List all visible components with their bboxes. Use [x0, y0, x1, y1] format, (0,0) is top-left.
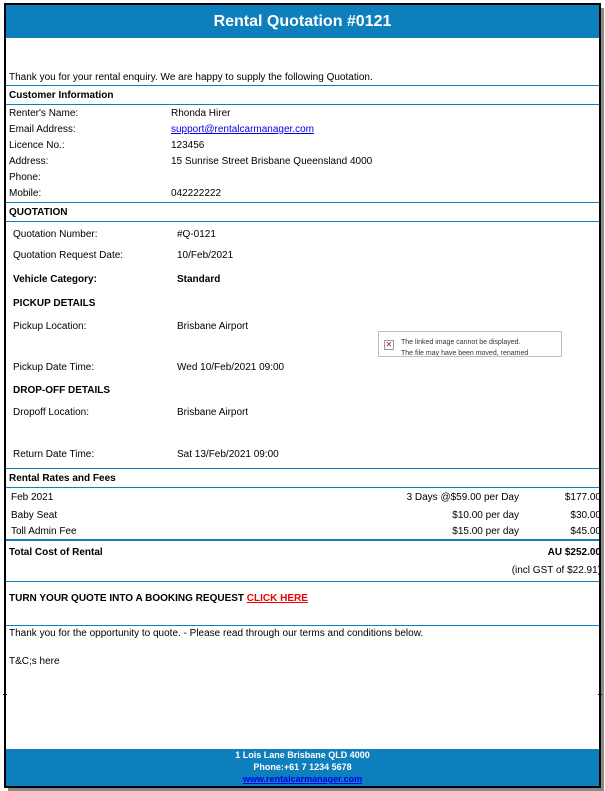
- cta-text: [9, 593, 308, 604]
- dropoff-details-heading: DROP-OFF DETAILS: [13, 385, 111, 396]
- divider: [6, 625, 599, 626]
- divider: [6, 581, 599, 582]
- rate-item-rate: $15.00 per day: [452, 526, 519, 537]
- document-page: [4, 3, 601, 788]
- quotation-number-value: #Q-0121: [177, 229, 216, 240]
- dropoff-location-value: Brisbane Airport: [177, 407, 249, 418]
- broken-image-text: The file may have been moved, renamed: [401, 350, 529, 357]
- closing-text: Thank you for the opportunity to quote. - Please read through our terms and conditions below.: [9, 628, 424, 639]
- total-value: AU $252.00: [547, 547, 601, 558]
- customer-heading: Customer Information: [9, 90, 114, 101]
- pickup-datetime-value: Wed 10/Feb/2021 09:00: [177, 362, 285, 373]
- broken-image-text: The linked image cannot be displayed.: [401, 339, 521, 346]
- renter-name-value: Rhonda Hirer: [171, 108, 231, 119]
- pickup-datetime-label: Pickup Date Time:: [13, 362, 95, 373]
- return-datetime-value: Sat 13/Feb/2021 09:00: [177, 449, 279, 460]
- quotation-date-label: Quotation Request Date:: [13, 250, 124, 261]
- renter-name-label: Renter's Name:: [9, 108, 79, 119]
- rate-item-name: Baby Seat: [11, 510, 58, 521]
- licence-label: Licence No.:: [9, 140, 65, 151]
- rate-item-amount: $30.00: [570, 510, 601, 521]
- pickup-location-label: Pickup Location:: [13, 321, 87, 332]
- rate-item-name: Toll Admin Fee: [11, 526, 77, 537]
- intro-text: Thank you for your rental enquiry. We are happy to supply the following Quotation.: [9, 72, 373, 83]
- address-label: Address:: [9, 156, 49, 167]
- licence-value: 123456: [171, 140, 205, 151]
- dropoff-location-label: Dropoff Location:: [13, 407, 89, 418]
- cta-label: TURN YOUR QUOTE INTO A BOOKING REQUEST: [9, 593, 245, 604]
- footer-address: 1 Lois Lane Brisbane QLD 4000: [235, 750, 370, 760]
- divider: [6, 468, 599, 469]
- mobile-label: Mobile:: [9, 188, 42, 199]
- page-marker: [3, 694, 7, 695]
- gst-note: (incl GST of $22.91): [511, 565, 601, 576]
- rates-heading: Rental Rates and Fees: [9, 473, 116, 484]
- vehicle-category-label: Vehicle Category:: [13, 274, 97, 285]
- terms-text: T&C;s here: [9, 656, 60, 667]
- broken-image-icon: ✕: [385, 340, 393, 349]
- quotation-number-label: Quotation Number:: [13, 229, 98, 240]
- rate-item-amount: $177.00: [564, 492, 601, 503]
- rate-item-name: Feb 2021: [11, 492, 54, 503]
- divider: [6, 487, 599, 488]
- page-shadow-right: [601, 8, 604, 790]
- rate-item-rate: $10.00 per day: [452, 510, 519, 521]
- rate-item-rate: 3 Days @$59.00 per Day: [406, 492, 519, 503]
- return-datetime-label: Return Date Time:: [13, 449, 95, 460]
- footer-phone: Phone:+61 7 1234 5678: [253, 762, 352, 772]
- page-marker: [598, 694, 602, 695]
- click-here-link[interactable]: CLICK HERE: [246, 593, 308, 604]
- footer-website-link[interactable]: www.rentalcarmanager.com: [242, 774, 363, 784]
- email-label: Email Address:: [9, 124, 76, 135]
- page-footer: [6, 749, 599, 786]
- broken-map-image: [378, 331, 562, 357]
- pickup-location-value: Brisbane Airport: [177, 321, 249, 332]
- phone-label: Phone:: [9, 172, 41, 183]
- mobile-value: 042222222: [171, 188, 222, 199]
- divider: [6, 104, 599, 105]
- email-link[interactable]: support@rentalcarmanager.com: [171, 124, 314, 135]
- pickup-details-heading: PICKUP DETAILS: [13, 298, 96, 309]
- rate-item-amount: $45.00: [570, 526, 601, 537]
- quotation-date-value: 10/Feb/2021: [177, 250, 234, 261]
- vehicle-category-value: Standard: [177, 274, 221, 285]
- page-title: Rental Quotation #0121: [6, 5, 599, 38]
- divider: [6, 85, 599, 86]
- divider: [6, 221, 599, 222]
- divider: [6, 202, 599, 203]
- address-value: 15 Sunrise Street Brisbane Queensland 4000: [171, 156, 373, 167]
- quotation-heading: QUOTATION: [9, 207, 68, 218]
- divider: [6, 539, 599, 541]
- total-label: Total Cost of Rental: [9, 547, 103, 558]
